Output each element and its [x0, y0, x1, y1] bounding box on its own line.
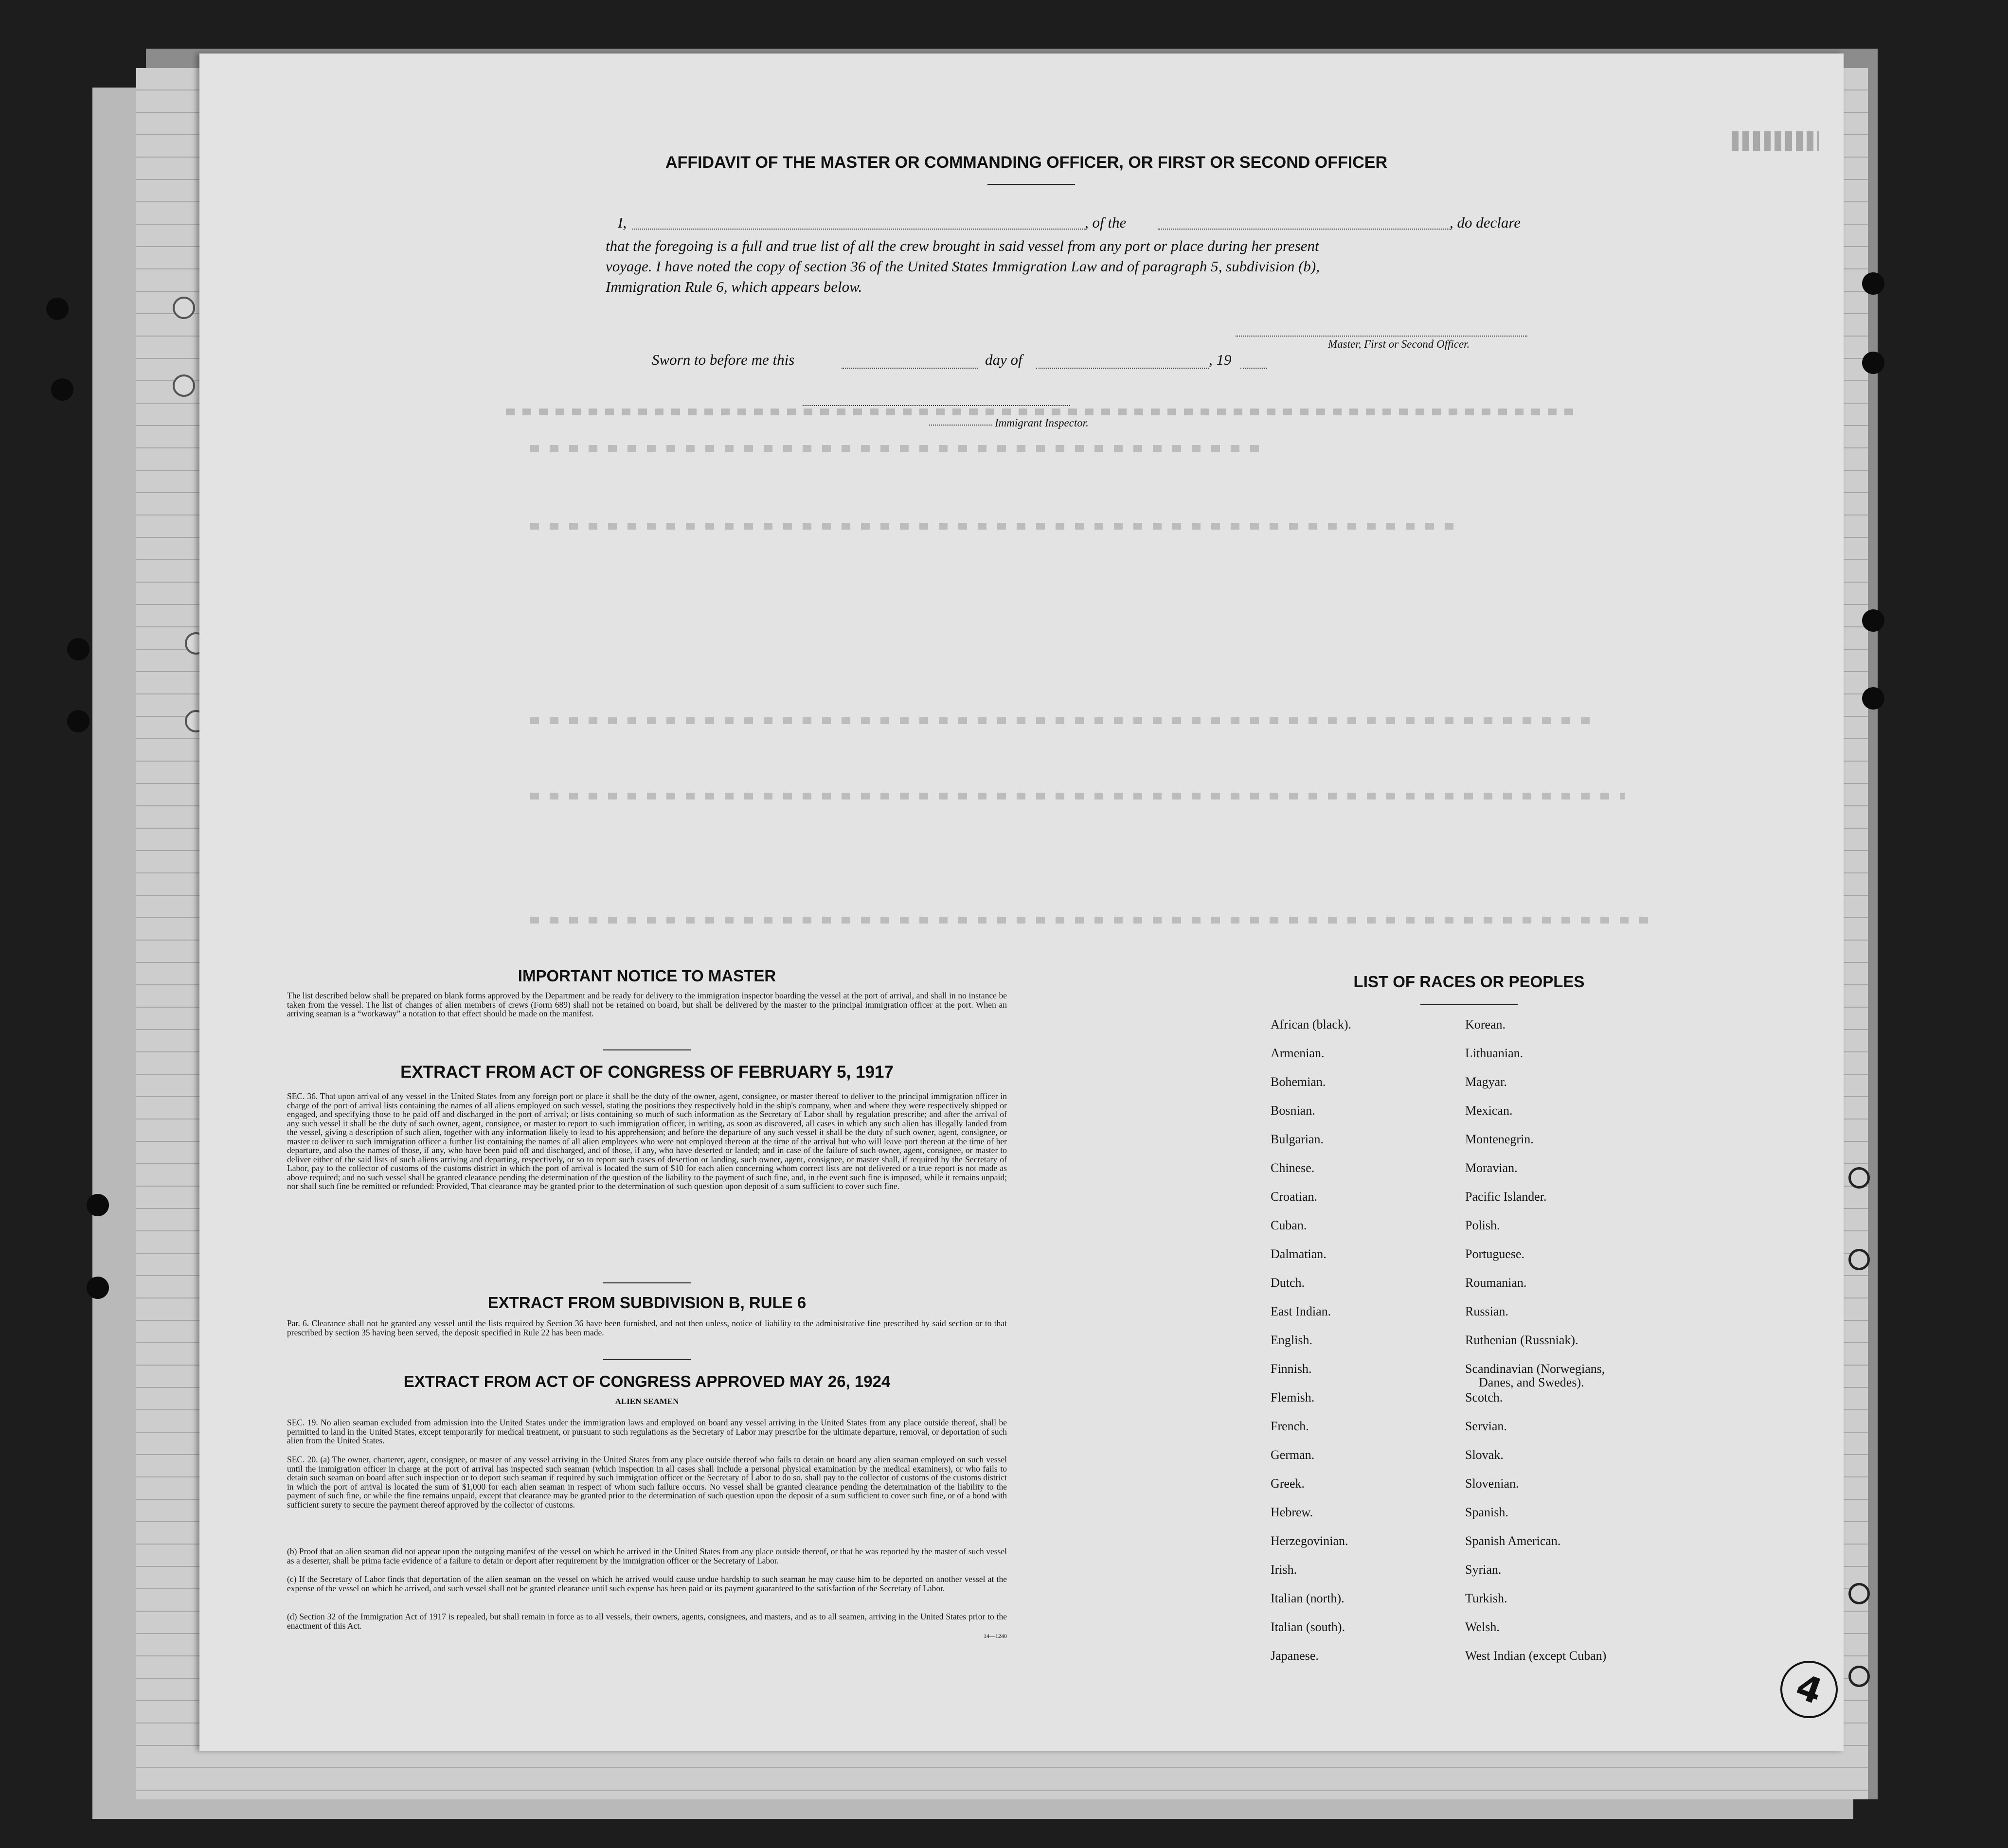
- race-item: Slovak.: [1465, 1448, 1504, 1462]
- binder-hole-icon: [1848, 1249, 1870, 1270]
- race-item: Scandinavian (Norwegians,: [1465, 1362, 1605, 1376]
- bleed-through-mark: [506, 409, 1576, 415]
- bleed-through-mark: [530, 793, 1625, 800]
- race-item: Italian (south).: [1271, 1620, 1345, 1634]
- section-divider: [603, 1282, 691, 1283]
- race-item: Magyar.: [1465, 1075, 1507, 1089]
- race-item: Russian.: [1465, 1304, 1508, 1318]
- race-item: Moravian.: [1465, 1161, 1518, 1175]
- notice-title: IMPORTANT NOTICE TO MASTER: [518, 967, 776, 985]
- binder-hole-icon: [46, 298, 69, 320]
- race-item: Herzegovinian.: [1271, 1534, 1348, 1548]
- race-item: Spanish.: [1465, 1505, 1508, 1519]
- sec20d-text: (d) Section 32 of the Immigration Act of 1917 is repealed, but shall remain in force as to all vessels, their owners, agents, consignees, and masters, and as to all seamen, arriving in the United States prior to the enactment of this Act.: [287, 1612, 1007, 1631]
- year-blank: [1240, 368, 1267, 369]
- race-item: Flemish.: [1271, 1390, 1315, 1404]
- binder-hole-icon: [1862, 272, 1884, 295]
- race-item: Korean.: [1465, 1017, 1506, 1031]
- race-item: Montenegrin.: [1465, 1132, 1534, 1146]
- race-item: Italian (north).: [1271, 1591, 1345, 1605]
- race-item: Lithuanian.: [1465, 1046, 1524, 1060]
- race-item: Danes, and Swedes).: [1479, 1375, 1584, 1389]
- race-item: Syrian.: [1465, 1563, 1502, 1577]
- binder-hole-icon: [1862, 352, 1884, 374]
- sec20b-text: (b) Proof that an alien seaman did not appear upon the outgoing manifest of the vessel on which he arrived in the United States from any place outside thereof, or that he was reported by the master of such vessel as a deserter, shall be prima facie evidence of a failure to detain or deport after requirement by the immigration officer or the Secretary of Labor.: [287, 1546, 1007, 1565]
- race-item: Japanese.: [1271, 1649, 1319, 1663]
- affidavit-line-3: voyage. I have noted the copy of section 36 of the United States Immigration Law and of paragraph 5, subdivision (b),: [606, 258, 1320, 275]
- rule6-title: EXTRACT FROM SUBDIVISION B, RULE 6: [487, 1294, 807, 1312]
- bleed-through-mark: [1732, 131, 1819, 151]
- race-item: English.: [1271, 1333, 1312, 1347]
- sworn-year: , 19: [1209, 351, 1232, 368]
- binder-hole-icon: [67, 710, 90, 732]
- extract-1917-title: EXTRACT FROM ACT OF CONGRESS OF FEBRUARY 5, 1917: [400, 1063, 894, 1082]
- month-blank: [1036, 368, 1209, 369]
- sec20c-text: (c) If the Secretary of Labor finds that deportation of the alien seaman on the vessel on which he arrived would cause undue hardship to such seaman he may cause him to be deported on another vessel at the expense of the vessel on which he arrived, and such vessel shall not be granted clearance until such expense has been paid or its payment guaranteed to the satisfaction of the Secretary of Labor.: [287, 1574, 1007, 1593]
- vessel-blank: [1158, 229, 1450, 230]
- race-item: Pacific Islander.: [1465, 1190, 1547, 1204]
- binder-hole-icon: [1862, 609, 1884, 632]
- race-item: Spanish American.: [1465, 1534, 1561, 1548]
- race-item: Bohemian.: [1271, 1075, 1326, 1089]
- binder-hole-icon: [87, 1194, 109, 1216]
- inspector-line: [803, 405, 1070, 406]
- race-item: Roumanian.: [1465, 1276, 1527, 1290]
- rule6-text: Par. 6. Clearance shall not be granted any vessel until the lists required by Section 36 have been furnished, and not then unless, notice of liability to the administrative fine prescribed by said section or to that prescribed by section 35 having been served, the deposit specified in Rule 22 has been made.: [287, 1318, 1007, 1337]
- race-item: Mexican.: [1465, 1103, 1513, 1118]
- race-item: East Indian.: [1271, 1304, 1331, 1318]
- race-item: Bosnian.: [1271, 1103, 1315, 1118]
- race-item: Slovenian.: [1465, 1476, 1519, 1491]
- page-number-stamp: 4: [1772, 1653, 1846, 1726]
- race-item: Croatian.: [1271, 1190, 1318, 1204]
- inspector-blank: [929, 425, 992, 426]
- extract-1924-title: EXTRACT FROM ACT OF CONGRESS APPROVED MAY 26, 1924: [403, 1372, 891, 1390]
- binder-hole-icon: [173, 374, 195, 397]
- race-item: German.: [1271, 1448, 1315, 1462]
- race-item: Servian.: [1465, 1419, 1507, 1433]
- section-divider: [603, 1049, 691, 1050]
- binder-hole-icon: [87, 1277, 109, 1299]
- sworn-prefix: Sworn to before me this: [652, 351, 795, 368]
- affidavit-title: AFFIDAVIT OF THE MASTER OR COMMANDING OFFICER, OR FIRST OR SECOND OFFICER: [665, 153, 1387, 172]
- race-item: Irish.: [1271, 1563, 1297, 1577]
- race-item: African (black).: [1271, 1017, 1352, 1031]
- race-item: Portuguese.: [1465, 1247, 1525, 1261]
- extract-1917-text: SEC. 36. That upon arrival of any vessel in the United States from any foreign port or place it shall be the duty of the owner, agent, consignee, or master thereof to deliver to the principal immigration officer in charge of the port of arrival lists containing the names of all aliens employed on such vessel, stating the positions they respectively hold in the ship's company, when and where they were respectively shipped or engaged, and specifying those to be paid off and discharged in the port of arrival; or lists containing so much of such information as the Secretary of Labor shall by regulation prescribe; and after the arrival of any such vessel it shall be the duty of such owner, agent, consignee, or master to report to such immigration officer, in writing, as soon as discovered, all cases in which any such alien has illegally landed from the vessel, giving a description of such alien, together with any information likely to lead to his apprehension; and before the departure of any such vessel it shall be the duty of such owner, agent, consignee, or master to deliver to such immigration officer a further list containing the names of all alien employees who were not employed thereon at the time of the arrival but who will leave port thereon at the time of her departure, and also the names of those, if any, who have been paid off and discharged, and of those, if any, who have deserted or landed; and in case of the failure of such owner, agent, consignee, or master to deliver either of the said lists of such aliens arriving and departing, respectively, or so to report such cases of desertion or landing, such owner, agent, consignee, or master shall, if required by the Secretary of Labor, pay to the collector of customs of the customs district in which the port of arrival is located the sum of $10 for each alien concerning whom correct lists are not delivered or a true report is not made as above required; and no such vessel shall be granted clearance pending the determination of the question of the liability to the payment of such fine, and, in the event such fine is imposed, while it remains unpaid; nor shall such fine be remitted or refunded: Provided, That clearance may be granted prior to the determination of such question upon deposit of a sum sufficient to cover such fine.: [287, 1091, 1007, 1191]
- bleed-through-mark: [530, 717, 1600, 724]
- binder-hole-icon: [1848, 1583, 1870, 1604]
- race-item: Polish.: [1465, 1218, 1500, 1232]
- binder-hole-icon: [1848, 1666, 1870, 1687]
- signature-blank: [1236, 336, 1527, 337]
- race-item: Turkish.: [1465, 1591, 1507, 1605]
- alien-seamen-subtitle: ALIEN SEAMEN: [615, 1397, 679, 1406]
- affidavit-line-2: that the foregoing is a full and true list of all the crew brought in said vessel from any port or place during her present: [606, 237, 1319, 254]
- race-item: Bulgarian.: [1271, 1132, 1324, 1146]
- race-item: West Indian (except Cuban): [1465, 1649, 1607, 1663]
- binder-hole-icon: [51, 378, 73, 401]
- race-item: Dutch.: [1271, 1276, 1305, 1290]
- notice-text: The list described below shall be prepared on blank forms approved by the Department and be ready for delivery to the immigration inspector boarding the vessel at the port of arrival, and shall in no instance be taken from the vessel. The list of changes of alien members of crews (Form 689) shall not be retained on board, but shall be delivered by the master to the principal immigration officer at the port. When an arriving seaman is a “workaway” a notation to that effect should be made on the manifest.: [287, 991, 1007, 1018]
- bleed-through-mark: [530, 917, 1649, 924]
- race-item: Welsh.: [1465, 1620, 1500, 1634]
- title-underline: [987, 184, 1075, 185]
- races-title: LIST OF RACES OR PEOPLES: [1353, 973, 1585, 991]
- affidavit-i: I,: [618, 214, 627, 231]
- sec20a-text: SEC. 20. (a) The owner, charterer, agent, consignee, or master of any vessel arriving in the United States from any place outside thereof who fails to detain on board any alien seaman employed on such vessel until the immigration officer in charge at the port of arrival has inspected such seaman (which inspection in all cases shall include a personal physical examination by the medical examiners), or who fails to detain such seaman on board after such inspection or to deport such seaman if required by such immigration officer or the Secretary of Labor to do so, shall pay to the collector of customs of the customs district in which the port of arrival is located the sum of $1,000 for each alien seaman in respect of whom such failure occurs. No vessel shall be granted clearance pending the determination of the liability to the payment of such fine, or while the fine remains unpaid, except that clearance may be granted prior to the determination of such question upon the deposit of a sum sufficient to cover such fine, or of a bond with sufficient surety to secure the payment thereof approved by the collector of customs.: [287, 1455, 1007, 1510]
- race-item: Cuban.: [1271, 1218, 1307, 1232]
- binder-hole-icon: [1848, 1167, 1870, 1189]
- race-item: French.: [1271, 1419, 1309, 1433]
- race-item: Ruthenian (Russniak).: [1465, 1333, 1578, 1347]
- race-item: Scotch.: [1465, 1390, 1503, 1404]
- binder-hole-icon: [173, 297, 195, 319]
- race-item: Dalmatian.: [1271, 1247, 1327, 1261]
- inspector-label: Immigrant Inspector.: [995, 417, 1089, 429]
- day-blank: [842, 368, 978, 369]
- race-item: Greek.: [1271, 1476, 1305, 1491]
- race-item: Chinese.: [1271, 1161, 1315, 1175]
- race-item: Finnish.: [1271, 1362, 1312, 1376]
- binder-hole-icon: [1862, 687, 1884, 710]
- binder-hole-icon: [67, 638, 90, 660]
- race-item: Hebrew.: [1271, 1505, 1313, 1519]
- affidavit-declare: , do declare: [1450, 214, 1521, 231]
- form-number: 14—1240: [984, 1633, 1007, 1639]
- affidavit-of-the: , of the: [1085, 214, 1127, 231]
- bleed-through-mark: [530, 445, 1260, 452]
- section-divider: [603, 1359, 691, 1360]
- bleed-through-mark: [530, 523, 1454, 530]
- name-blank: [632, 229, 1085, 230]
- sec19-text: SEC. 19. No alien seaman excluded from admission into the United States under the immigration laws and employed on board any vessel arriving in the United States from any place outside thereof, shall be permitted to land in the United States, except temporarily for medical treatment, or pursuant to such regulations as the Secretary of Labor may prescribe for the ultimate departure, removal, or deportation of such alien from the United States.: [287, 1418, 1007, 1445]
- race-item: Armenian.: [1271, 1046, 1325, 1060]
- affidavit-line-4: Immigration Rule 6, which appears below.: [606, 278, 862, 295]
- sworn-day: day of: [985, 351, 1022, 368]
- races-underline: [1420, 1004, 1518, 1005]
- signature-label: Master, First or Second Officer.: [1328, 338, 1470, 350]
